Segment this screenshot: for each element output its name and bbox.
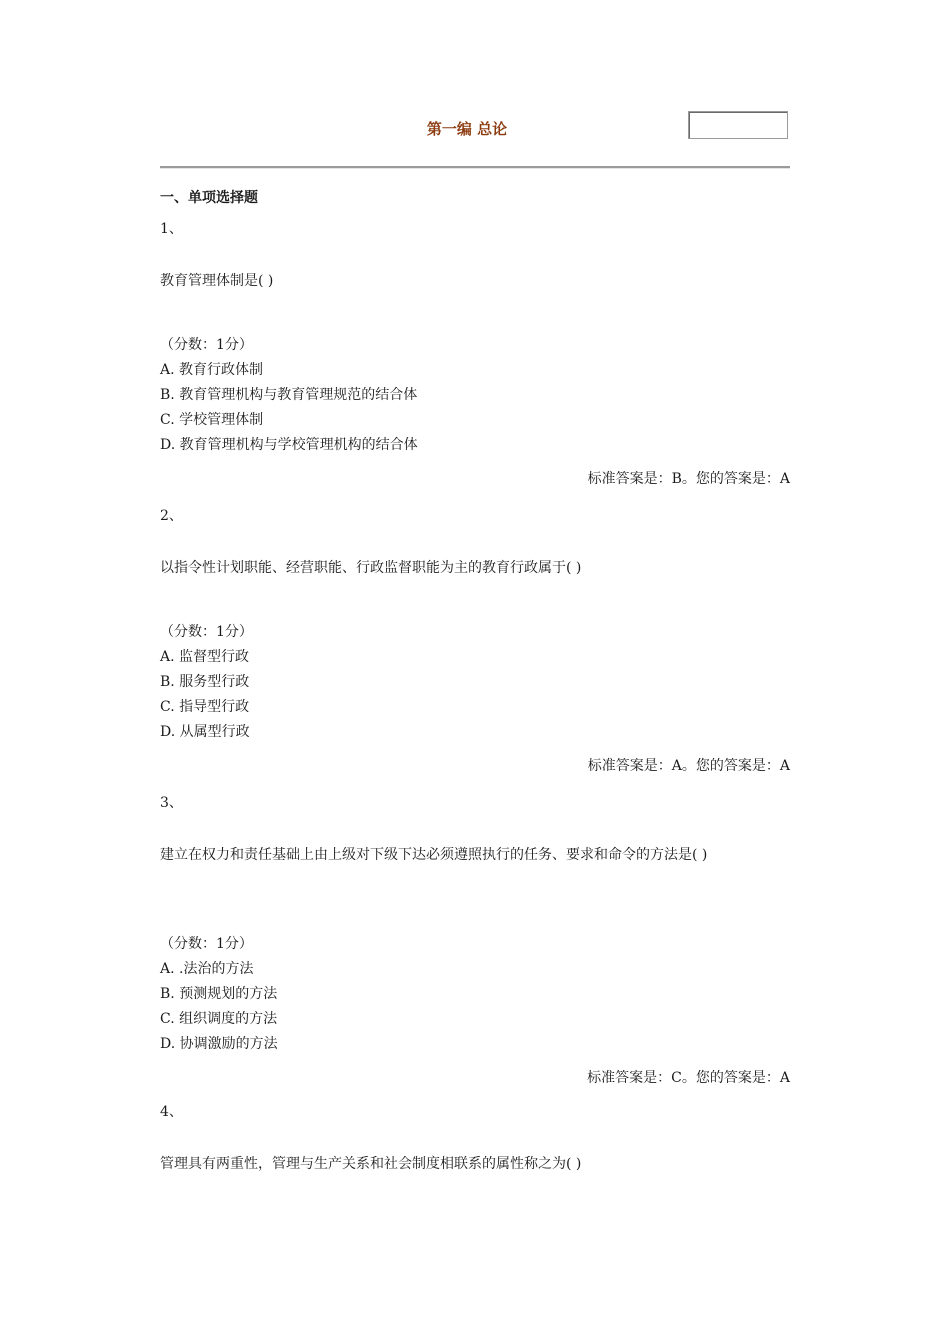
question-number: 1、: [160, 221, 183, 237]
answer-line: 标准答案是：A。您的答案是：A: [587, 758, 790, 774]
option-d[interactable]: D. 从属型行政: [160, 724, 250, 740]
question-score: （分数：1分）: [160, 936, 253, 952]
option-a[interactable]: A. 教育行政体制: [160, 362, 264, 378]
option-b[interactable]: B. 服务型行政: [160, 674, 250, 690]
question-stem: 管理具有两重性，管理与生产关系和社会制度相联系的属性称之为( ): [160, 1156, 582, 1172]
option-b[interactable]: B. 教育管理机构与教育管理规范的结合体: [160, 387, 418, 403]
option-d[interactable]: D. 协调激励的方法: [160, 1036, 278, 1052]
question-number: 4、: [160, 1104, 183, 1120]
option-c[interactable]: C. 指导型行政: [160, 699, 250, 715]
question-number: 3、: [160, 795, 183, 811]
option-b[interactable]: B. 预测规划的方法: [160, 986, 278, 1002]
option-a[interactable]: A. .法治的方法: [160, 961, 254, 977]
option-c[interactable]: C. 组织调度的方法: [160, 1011, 278, 1027]
page-title: 第一编 总论: [426, 120, 508, 138]
question-score: （分数：1分）: [160, 337, 253, 353]
answer-line: 标准答案是：B。您的答案是：A: [587, 471, 790, 487]
question-stem: 以指令性计划职能、经营职能、行政监督职能为主的教育行政属于( ): [160, 560, 582, 576]
title-input-box[interactable]: [688, 111, 788, 139]
option-a[interactable]: A. 监督型行政: [160, 649, 250, 665]
question-stem: 教育管理体制是( ): [160, 273, 274, 289]
question-score: （分数：1分）: [160, 624, 253, 640]
question-stem: 建立在权力和责任基础上由上级对下级下达必须遵照执行的任务、要求和命令的方法是( ): [160, 847, 708, 863]
question-number: 2、: [160, 508, 183, 524]
option-d[interactable]: D. 教育管理机构与学校管理机构的结合体: [160, 437, 418, 453]
answer-line: 标准答案是：C。您的答案是：A: [587, 1070, 790, 1086]
header-divider: [160, 166, 790, 169]
section-heading: 一、单项选择题: [160, 190, 258, 206]
option-c[interactable]: C. 学校管理体制: [160, 412, 264, 428]
